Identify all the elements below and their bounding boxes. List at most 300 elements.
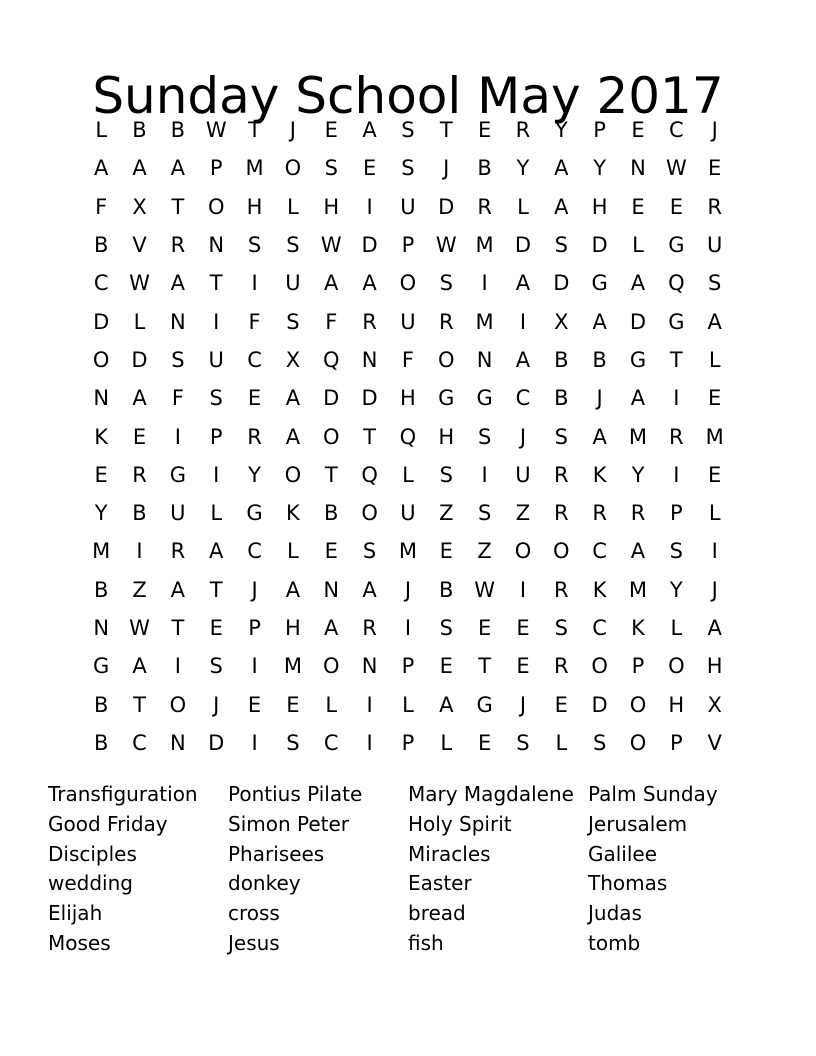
grid-letter: C <box>132 730 147 755</box>
grid-letter: Q <box>322 347 340 372</box>
grid-letter: M <box>398 539 417 564</box>
grid-letter: K <box>94 424 109 449</box>
grid-letter: A <box>285 577 301 602</box>
grid-letter: G <box>629 347 647 372</box>
grid-letter: L <box>708 347 721 372</box>
word-list-item: Jerusalem <box>588 811 688 836</box>
grid-letter: A <box>132 654 147 679</box>
grid-letter: U <box>170 501 186 526</box>
grid-letter: E <box>439 539 453 564</box>
grid-letter: T <box>209 271 223 296</box>
grid-letter: T <box>209 577 223 602</box>
grid-letter: C <box>247 347 262 372</box>
grid-letter: D <box>361 386 378 411</box>
grid-letter: I <box>174 654 181 679</box>
grid-letter: S <box>171 347 185 372</box>
grid-letter: M <box>245 156 264 181</box>
grid-letter: S <box>286 309 300 334</box>
grid-letter: E <box>286 692 300 717</box>
grid-letter: A <box>515 271 531 296</box>
grid-letter: G <box>93 654 110 679</box>
grid-letter: S <box>708 271 722 296</box>
grid-letter: L <box>287 539 299 564</box>
grid-letter: S <box>209 654 223 679</box>
grid-letter: X <box>285 347 301 372</box>
word-list-item: Holy Spirit <box>408 811 512 836</box>
word-list-item: Simon Peter <box>228 811 350 836</box>
grid-letter: G <box>476 386 493 411</box>
word-list-item: cross <box>228 901 280 926</box>
grid-letter: J <box>443 156 450 181</box>
grid-letter: R <box>132 462 147 487</box>
grid-letter: S <box>439 462 453 487</box>
grid-letter: A <box>515 347 531 372</box>
grid-letter: O <box>668 654 685 679</box>
word-list-item: Elijah <box>48 901 103 926</box>
grid-row <box>82 532 734 570</box>
grid-letter: G <box>246 501 263 526</box>
grid-letter: B <box>93 233 109 258</box>
grid-letter: C <box>93 271 109 296</box>
grid-letter: G <box>591 271 608 296</box>
grid-letter: I <box>366 730 373 755</box>
grid-letter: I <box>673 386 680 411</box>
grid-letter: Y <box>669 577 683 602</box>
grid-letter: M <box>705 424 724 449</box>
grid-letter: R <box>477 194 492 219</box>
grid-letter: J <box>213 692 220 717</box>
grid-letter: P <box>248 616 261 640</box>
grid-letter: S <box>247 233 262 258</box>
word-column <box>228 780 408 959</box>
grid-letter: I <box>366 692 373 717</box>
grid-letter: C <box>515 386 531 411</box>
grid-letter: P <box>401 654 415 679</box>
grid-letter: V <box>707 730 722 755</box>
grid-letter: O <box>553 539 570 564</box>
grid-letter: I <box>481 462 488 487</box>
word-list <box>48 780 768 959</box>
grid-letter: J <box>596 386 603 411</box>
grid-letter: S <box>669 539 683 564</box>
word-list-item: Galilee <box>588 841 658 866</box>
grid-letter: N <box>208 233 225 258</box>
grid-letter: W <box>129 616 150 640</box>
grid-letter: W <box>205 118 227 143</box>
grid-letter: A <box>630 271 646 296</box>
grid-row <box>82 724 734 762</box>
grid-letter: M <box>92 539 111 564</box>
grid-letter: Y <box>516 156 530 181</box>
grid-letter: R <box>362 616 377 640</box>
grid-letter: N <box>476 347 493 372</box>
grid-letter: A <box>554 194 569 219</box>
grid-letter: F <box>248 309 261 334</box>
grid-letter: R <box>592 501 607 526</box>
grid-letter: H <box>668 692 685 717</box>
grid-letter: K <box>592 462 607 487</box>
grid-letter: N <box>170 309 186 334</box>
grid-letter: B <box>93 730 109 755</box>
grid-letter: H <box>400 386 416 411</box>
word-list-item: Transfiguration <box>48 782 198 806</box>
grid-row <box>82 456 734 494</box>
grid-letter: M <box>283 654 302 679</box>
grid-letter: B <box>554 386 569 411</box>
grid-letter: D <box>208 730 225 755</box>
grid-letter: D <box>629 309 647 334</box>
grid-letter: P <box>669 501 683 526</box>
grid-letter: N <box>93 386 110 411</box>
grid-letter: E <box>247 386 262 411</box>
grid-letter: I <box>213 462 220 487</box>
grid-letter: A <box>362 118 377 143</box>
grid-letter: E <box>94 462 108 487</box>
grid-letter: W <box>129 271 150 296</box>
grid-letter: B <box>592 347 607 372</box>
grid-letter: E <box>132 424 147 449</box>
grid-letter: T <box>248 118 261 143</box>
grid-letter: L <box>325 692 338 717</box>
grid-letter: H <box>438 424 455 449</box>
grid-letter: E <box>477 616 492 640</box>
grid-letter: O <box>207 194 225 219</box>
grid-letter: D <box>323 386 340 411</box>
grid-letter: R <box>554 654 569 679</box>
grid-letter: W <box>474 577 495 602</box>
grid-letter: D <box>553 271 570 296</box>
grid-letter: R <box>438 309 454 334</box>
grid-letter: E <box>708 156 722 181</box>
grid-letter: U <box>285 271 301 296</box>
grid-letter: S <box>439 616 453 640</box>
grid-letter: B <box>324 501 339 526</box>
grid-letter: I <box>673 462 680 487</box>
word-list-item: fish <box>408 930 444 955</box>
grid-letter: H <box>591 194 608 219</box>
grid-row <box>82 379 734 417</box>
grid-letter: A <box>630 539 646 564</box>
grid-letter: R <box>170 233 186 258</box>
grid-letter: O <box>399 271 417 296</box>
grid-letter: E <box>669 194 683 219</box>
grid-letter: U <box>515 462 531 487</box>
grid-letter: I <box>519 577 527 602</box>
grid-letter: N <box>93 616 110 640</box>
grid-letter: A <box>170 156 186 181</box>
grid-letter: Q <box>361 462 378 487</box>
grid-letter: I <box>251 730 258 755</box>
grid-letter: I <box>404 616 412 640</box>
grid-letter: H <box>706 654 723 679</box>
grid-letter: A <box>707 616 722 640</box>
grid-row <box>82 149 734 187</box>
grid-row <box>82 685 734 723</box>
grid-letter: S <box>477 501 492 526</box>
grid-letter: L <box>670 616 683 640</box>
grid-letter: I <box>481 271 488 296</box>
grid-letter: P <box>401 730 415 755</box>
word-list-item: Good Friday <box>48 811 168 836</box>
word-list-item: Moses <box>48 930 111 955</box>
grid-letter: T <box>478 654 492 679</box>
grid-letter: S <box>324 156 338 181</box>
grid-letter: S <box>286 730 300 755</box>
grid-letter: L <box>402 692 414 717</box>
grid-letter: E <box>631 118 645 143</box>
grid-letter: R <box>554 501 569 526</box>
grid-letter: U <box>400 309 416 334</box>
grid-letter: R <box>515 118 531 143</box>
word-list-item: wedding <box>48 871 133 896</box>
word-list-item: tomb <box>588 930 641 955</box>
grid-letter: U <box>706 233 723 258</box>
grid-letter: O <box>322 424 340 449</box>
grid-letter: S <box>209 386 223 411</box>
word-list-item: Miracles <box>408 841 491 866</box>
grid-letter: S <box>554 616 568 640</box>
grid-letter: U <box>400 501 416 526</box>
grid-letter: A <box>439 692 454 717</box>
grid-letter: E <box>362 156 377 181</box>
grid-letter: S <box>554 233 568 258</box>
grid-row <box>82 417 734 455</box>
grid-letter: A <box>592 309 607 334</box>
grid-letter: P <box>209 156 223 181</box>
grid-letter: X <box>554 309 569 334</box>
grid-letter: C <box>592 539 607 564</box>
grid-letter: Y <box>593 156 607 181</box>
grid-letter: B <box>132 501 147 526</box>
grid-letter: T <box>171 194 185 219</box>
grid-letter: E <box>439 654 453 679</box>
grid-letter: A <box>630 386 646 411</box>
grid-letter: E <box>708 386 722 411</box>
grid-letter: Q <box>668 271 685 296</box>
grid-letter: O <box>629 730 647 755</box>
grid-letter: S <box>477 424 492 449</box>
grid-letter: I <box>366 194 373 219</box>
grid-letter: C <box>668 118 684 143</box>
grid-letter: E <box>554 692 568 717</box>
grid-letter: B <box>93 577 109 602</box>
grid-letter: E <box>324 539 338 564</box>
grid-row <box>82 188 734 226</box>
grid-letter: K <box>592 577 607 602</box>
grid-letter: N <box>170 730 186 755</box>
grid-letter: R <box>362 309 377 334</box>
grid-letter: D <box>514 233 532 258</box>
grid-letter: G <box>169 462 186 487</box>
grid-letter: O <box>322 654 340 679</box>
grid-letter: C <box>323 730 339 755</box>
word-list-item: Thomas <box>588 871 668 896</box>
word-list-item: Judas <box>588 901 642 926</box>
grid-letter: A <box>170 271 186 296</box>
grid-letter: D <box>591 233 608 258</box>
grid-letter: T <box>363 424 376 449</box>
grid-row <box>82 494 734 532</box>
word-list-item: Pharisees <box>228 841 325 866</box>
grid-letter: L <box>95 118 108 143</box>
grid-letter: J <box>289 118 296 143</box>
page-title: Sunday School May 2017 <box>92 66 724 125</box>
word-column <box>588 780 768 959</box>
grid-letter: O <box>591 654 608 679</box>
grid-letter: H <box>323 194 340 219</box>
grid-letter: D <box>93 309 110 334</box>
word-list-item: Jesus <box>228 930 280 955</box>
word-list-item: Pontius Pilate <box>228 782 363 806</box>
grid-letter: Y <box>554 118 568 143</box>
word-list-item: Disciples <box>48 841 137 866</box>
grid-letter: I <box>251 271 258 296</box>
grid-letter: D <box>361 233 378 258</box>
grid-letter: E <box>324 118 338 143</box>
grid-letter: E <box>708 462 722 487</box>
grid-letter: W <box>665 156 687 181</box>
grid-letter: O <box>284 462 302 487</box>
grid-letter: U <box>400 194 416 219</box>
grid-letter: R <box>247 424 262 449</box>
grid-letter: L <box>402 462 414 487</box>
grid-row <box>82 647 734 685</box>
grid-letter: I <box>213 309 220 334</box>
grid-letter: A <box>362 577 377 602</box>
grid-letter: G <box>438 386 455 411</box>
grid-letter: N <box>630 156 646 181</box>
grid-letter: C <box>247 539 262 564</box>
grid-letter: D <box>131 347 148 372</box>
grid-letter: L <box>440 730 453 755</box>
grid-letter: S <box>401 118 415 143</box>
grid-letter: A <box>132 386 147 411</box>
grid-letter: E <box>247 692 262 717</box>
grid-letter: X <box>132 194 147 219</box>
grid-letter: R <box>669 424 684 449</box>
grid-letter: A <box>707 309 722 334</box>
grid-letter: P <box>209 424 223 449</box>
grid-letter: M <box>475 233 494 258</box>
grid-letter: T <box>439 118 453 143</box>
grid-letter: H <box>284 616 301 640</box>
grid-letter: S <box>554 424 568 449</box>
grid-letter: E <box>209 616 223 640</box>
grid-letter: A <box>324 271 339 296</box>
grid-letter: W <box>320 233 342 258</box>
grid-letter: G <box>476 692 493 717</box>
grid-letter: F <box>401 347 414 372</box>
grid-row <box>82 264 734 302</box>
grid-letter: V <box>132 233 147 258</box>
grid-letter: P <box>669 730 683 755</box>
grid-letter: Z <box>439 501 454 526</box>
word-list-item: Mary Magdalene <box>408 782 574 806</box>
grid-letter: F <box>325 309 338 334</box>
grid-letter: G <box>668 309 685 334</box>
grid-letter: A <box>285 424 301 449</box>
grid-letter: D <box>591 692 608 717</box>
grid-letter: I <box>251 654 258 679</box>
grid-letter: R <box>554 577 569 602</box>
grid-letter: O <box>92 347 110 372</box>
grid-letter: T <box>171 616 185 640</box>
word-column <box>48 780 228 959</box>
grid-letter: Q <box>399 424 417 449</box>
grid-letter: Z <box>515 501 531 526</box>
grid-letter: T <box>324 462 338 487</box>
grid-letter: N <box>323 577 340 602</box>
grid-letter: B <box>439 577 454 602</box>
grid-letter: A <box>554 156 569 181</box>
grid-letter: P <box>593 118 606 143</box>
grid-letter: C <box>592 616 607 640</box>
grid-letter: M <box>628 424 648 449</box>
grid-letter: O <box>514 539 532 564</box>
grid-row <box>82 226 734 264</box>
grid-letter: F <box>95 194 108 219</box>
grid-row <box>82 341 734 379</box>
grid-letter: P <box>401 233 415 258</box>
grid-row <box>82 302 734 340</box>
grid-letter: P <box>631 654 645 679</box>
word-column <box>408 780 588 959</box>
grid-letter: M <box>628 577 648 602</box>
grid-letter: S <box>516 730 530 755</box>
grid-letter: B <box>554 347 569 372</box>
word-list-item: Easter <box>408 871 472 896</box>
grid-letter: O <box>438 347 455 372</box>
grid-letter: G <box>668 233 685 258</box>
grid-letter: Z <box>132 577 147 602</box>
grid-letter: J <box>711 577 718 602</box>
grid-letter: A <box>324 616 339 640</box>
grid-letter: S <box>592 730 607 755</box>
grid-letter: J <box>251 577 258 602</box>
grid-row <box>82 609 734 647</box>
grid-letter: K <box>631 616 645 640</box>
word-list-item: bread <box>408 901 466 926</box>
grid-letter: N <box>361 654 378 679</box>
grid-letter: A <box>285 386 301 411</box>
grid-letter: R <box>170 539 186 564</box>
grid-letter: A <box>93 156 109 181</box>
grid-letter: R <box>707 194 722 219</box>
grid-letter: J <box>404 577 412 602</box>
grid-letter: B <box>170 118 186 143</box>
grid-letter: S <box>286 233 300 258</box>
grid-row <box>82 571 734 609</box>
grid-letter: T <box>669 347 683 372</box>
grid-letter: R <box>554 462 569 487</box>
grid-letter: B <box>132 118 147 143</box>
grid-letter: A <box>362 271 377 296</box>
grid-letter: I <box>136 539 143 564</box>
grid-row <box>82 111 734 149</box>
grid-letter: D <box>438 194 455 219</box>
grid-letter: N <box>361 347 378 372</box>
grid-letter: W <box>435 233 457 258</box>
grid-letter: R <box>630 501 646 526</box>
grid-letter: Z <box>477 539 492 564</box>
grid-letter: A <box>592 424 607 449</box>
grid-letter: S <box>401 156 415 181</box>
word-list-item: Palm Sunday <box>588 782 718 806</box>
grid-letter: E <box>477 730 492 755</box>
grid-letter: L <box>632 233 644 258</box>
grid-letter: H <box>246 194 263 219</box>
grid-letter: I <box>174 424 181 449</box>
